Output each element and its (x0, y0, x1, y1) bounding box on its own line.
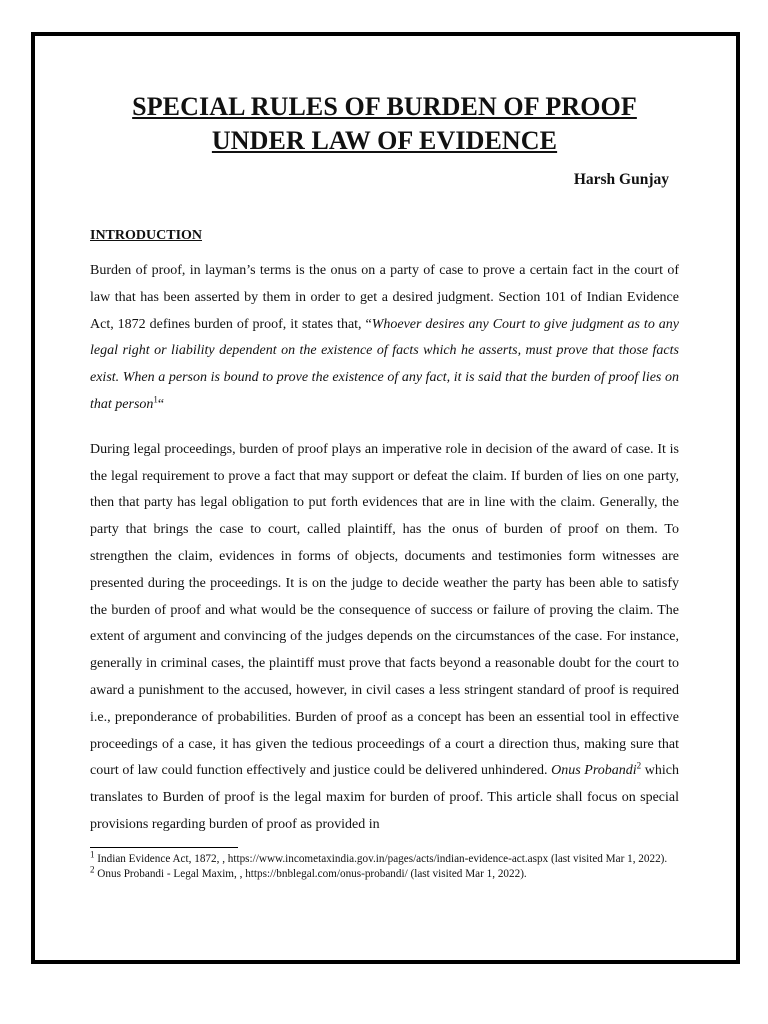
paragraph-2 (90, 437, 679, 839)
footnote-ref-1[interactable]: 1 (153, 394, 158, 405)
footnote-2 (90, 864, 679, 882)
paragraph-2-text-after: which translates to Burden of proof is the legal maxim for burden of proof. This article shall focus on special provisions regarding burden of proof as provided in (90, 763, 680, 832)
footnote-2-number: 2 (90, 864, 95, 874)
title-line-1: SPECIAL RULES OF BURDEN OF PROOF (132, 92, 637, 121)
legal-maxim-term: Onus Probandi (551, 763, 637, 779)
closing-quote-mark: “ (157, 396, 165, 412)
document-title (90, 90, 679, 158)
footnote-ref-2[interactable]: 2 (636, 760, 642, 771)
paragraph-2-text: During legal proceedings, burden of proof plays an imperative role in decision of the award of case. It is the legal requirement to prove a fact that may support or defeat the claim. If burden of lies on one party, then that party has legal obligation to put forth evidences that are in line with the claim. Generally, the party that brings the case to court, called plaintiff, has the onus of burden of proof on them. To strengthen the claim, evidences in forms of objects, documents and testimonies form witnesses are presented during the proceedings. It is on the judge to decide weather the party has been able to satisfy the burden of proof and what would be the consequence of success or failure of proving the claim. The extent of argument and convincing of the judges depends on the circumstances of the case. For instance, generally in criminal cases, the plaintiff must prove that facts beyond a reasonable doubt for the court to award a punishment to the accused, however, in civil cases a less stringent standard of proof is required i.e., preponderance of probabilities. Burden of proof as a concept has been an essential tool in effective proceedings of a case, it has given the tedious proceedings of a court a direction thus, making sure that court of law could function effectively and justice could be delivered unhindered. (90, 441, 679, 779)
document-body (90, 90, 679, 882)
footnote-1-text: Indian Evidence Act, 1872, , https://www.incometaxindia.gov.in/pages/acts/indian-evidence-act.aspx (last visited Mar 1, 2022). (94, 852, 668, 865)
footnote-2-text: Onus Probandi - Legal Maxim, , https://bnblegal.com/onus-probandi/ (last visited Mar 1, 2022). (94, 867, 527, 880)
footnote-1-number: 1 (90, 849, 95, 859)
statute-quote: Whoever desires any Court to give judgment as to any legal right or liability dependent on the existence of facts which he asserts, must prove that those facts exist. When a person is bound to prove the existence of any fact, it is said that the burden of proof lies on that person (90, 316, 679, 412)
paragraph-1 (90, 258, 679, 419)
section-heading: INTRODUCTION (90, 228, 203, 243)
footnotes (90, 849, 679, 882)
footnote-separator (90, 847, 238, 848)
footnote-1 (90, 849, 679, 867)
paragraph-1-text: Burden of proof, in layman’s terms is the onus on a party of case to prove a certain fact in the court of law that has been asserted by them in order to get a desired judgment. Section 101 of Indian Evidence Act, 1872 defines burden of proof, it states that, “ (90, 263, 679, 332)
author-name: Harsh Gunjay (573, 171, 669, 188)
title-line-2: UNDER LAW OF EVIDENCE (211, 126, 558, 155)
